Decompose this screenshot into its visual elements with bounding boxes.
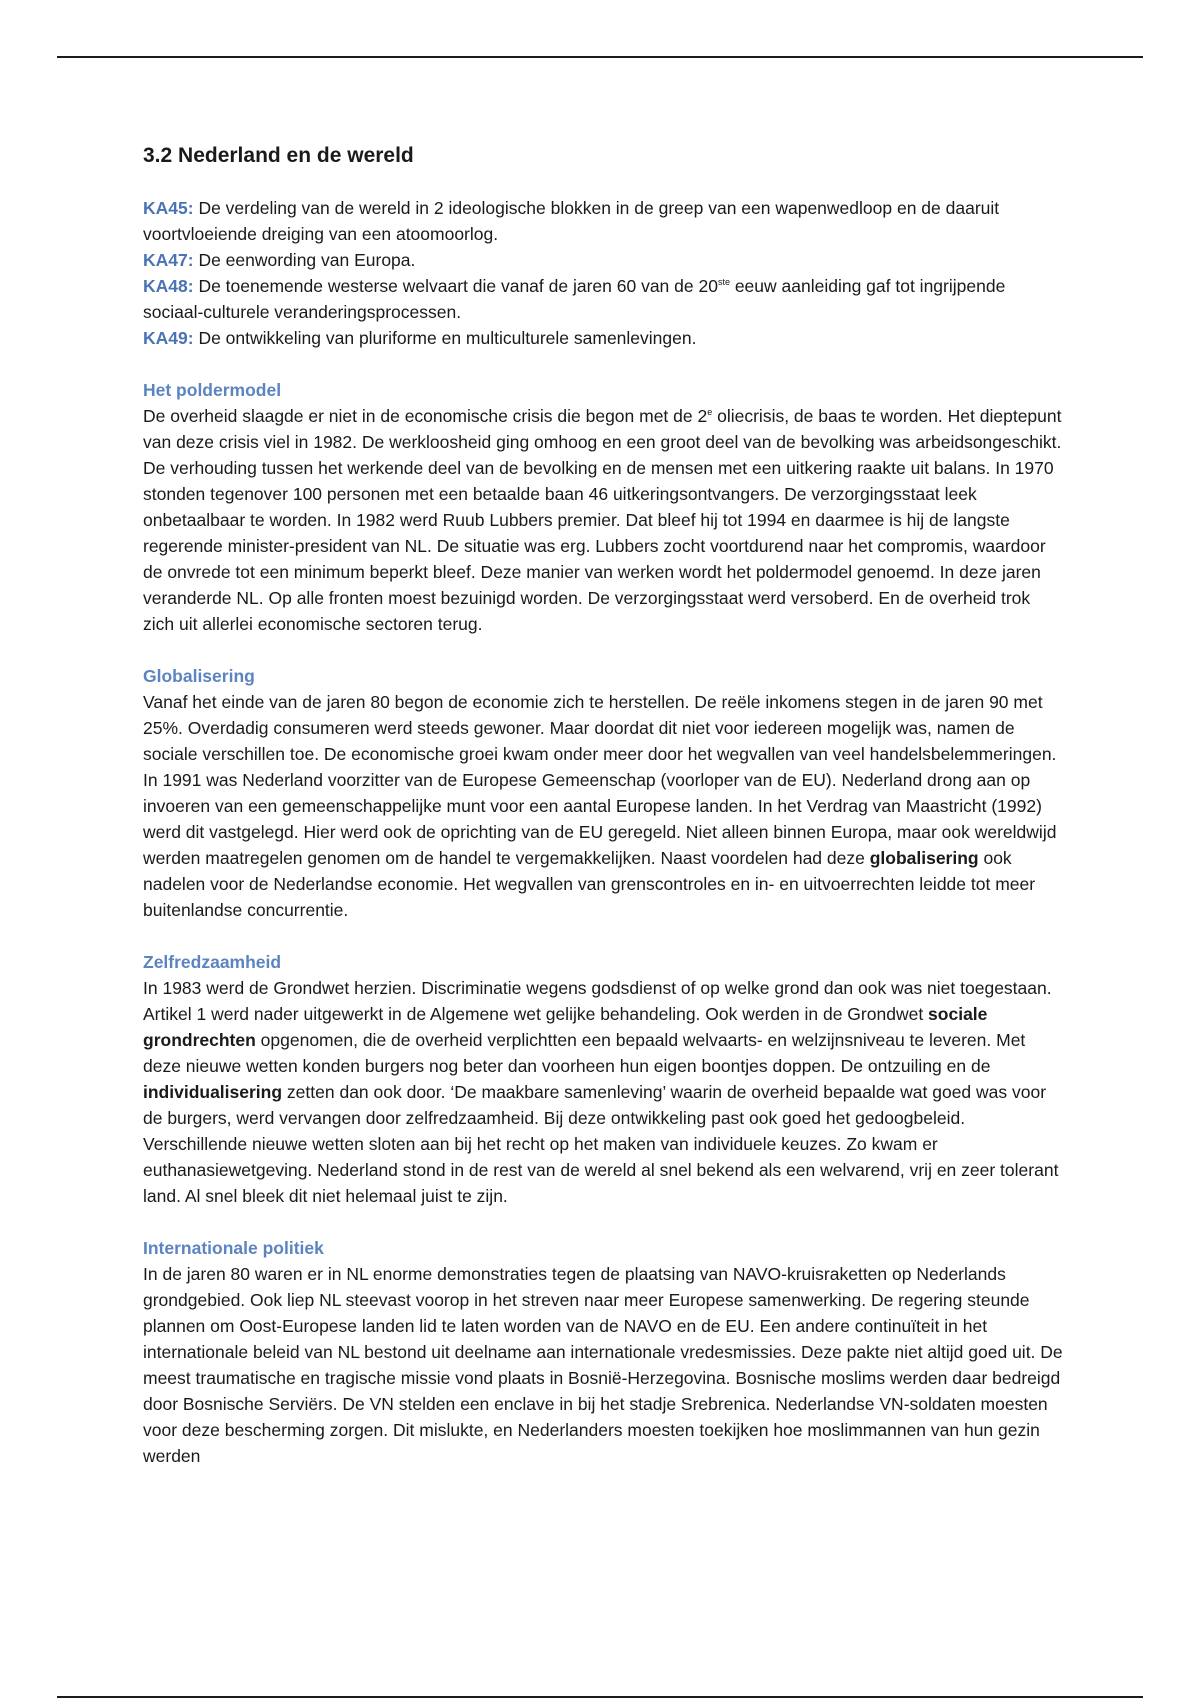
ka-item <box>143 325 1063 351</box>
ka-text: De ontwikkeling van pluriforme en multiculturele samenlevingen. <box>193 328 697 348</box>
bold-term: globalisering <box>869 848 979 868</box>
ka-list <box>143 195 1063 351</box>
top-rule <box>57 56 1143 58</box>
paragraph-text: zetten dan ook door. ‘De maakbare samenleving’ waarin de overheid bepaalde wat goed was voor de burgers, werd vervangen door zelfredzaamheid. Bij deze ontwikkeling past ook goed het gedoogbeleid. Verschillende nieuwe wetten sloten aan bij het recht op het maken van individuele keuzes. Zo kwam er euthanasiewetgeving. Nederland stond in de rest van de wereld al snel bekend als een welvarend, vrij en zeer tolerant land. Al snel bleek dit niet helemaal juist te zijn. <box>143 1082 1059 1206</box>
section-paragraph <box>143 975 1063 1209</box>
paragraph-text: opgenomen, die de overheid verplichtten een bepaald welvaarts- en welzijnsniveau te leveren. Met deze nieuwe wetten konden burgers nog beter dan voorheen hun eigen boontjes doppen. De ontzuiling en de <box>143 1030 1026 1076</box>
section-globalisering <box>143 663 1063 923</box>
section-poldermodel <box>143 377 1063 637</box>
paragraph-text: In 1983 werd de Grondwet herzien. Discriminatie wegens godsdienst of op welke grond dan ook was niet toegestaan. Artikel 1 werd nader uitgewerkt in de Algemene wet gelijke behandeling. Ook werden in de Grondwet <box>143 978 1052 1024</box>
section-paragraph <box>143 403 1063 637</box>
ka-text: De verdeling van de wereld in 2 ideologische blokken in de greep van een wapenwedloop en de daaruit voortvloeiende dreiging van een atoomoorlog. <box>143 198 1000 244</box>
section-internationale-politiek <box>143 1235 1063 1469</box>
section-heading: Zelfredzaamheid <box>143 952 282 972</box>
superscript: e <box>707 407 713 418</box>
paragraph-text: oliecrisis, de baas te worden. Het dieptepunt van deze crisis viel in 1982. De werkloosheid ging omhoog en een groot deel van de bevolking was arbeidsongeschikt. De verhouding tussen het werkende deel van de bevolking en de mensen met een uitkering raakte uit balans. In 1970 stonden tegenover 100 personen met een betaalde baan 46 uitkeringsontvangers. De verzorgingsstaat leek onbetaalbaar te worden. In 1982 werd Ruub Lubbers premier. Dat bleef hij tot 1994 en daarmee is hij de langste regerende minister-president van NL. De situatie was erg. Lubbers zocht voortdurend naar het compromis, waardoor de onvrede tot een minimum beperkt bleef. Deze manier van werken wordt het poldermodel genoemd. In deze jaren veranderde NL. Op alle fronten moest bezuinigd worden. De verzorgingsstaat werd versoberd. En de overheid trok zich uit allerlei economische sectoren terug. <box>143 406 1062 634</box>
ka-item <box>143 273 1063 325</box>
paragraph-text: Vanaf het einde van de jaren 80 begon de economie zich te herstellen. De reële inkomens stegen in de jaren 90 met 25%. Overdadig consumeren werd steeds gewoner. Maar doordat dit niet voor iedereen mogelijk was, namen de sociale verschillen toe. De economische groei kwam onder meer door het wegvallen van veel handelsbelemmeringen. In 1991 was Nederland voorzitter van de Europese Gemeenschap (voorloper van de EU). Nederland drong aan op invoeren van een gemeenschappelijke munt voor een aantal Europese landen. In het Verdrag van Maastricht (1992) werd dit vastgelegd. Hier werd ook de oprichting van de EU geregeld. Niet alleen binnen Europa, maar ook wereldwijd werden maatregelen genomen om de handel te vergemakkelijken. Naast voordelen had deze <box>143 692 1057 868</box>
section-heading: Globalisering <box>143 666 255 686</box>
ka-item <box>143 195 1063 247</box>
bold-term: sociale grondrechten <box>143 1004 988 1050</box>
ka-superscript: ste <box>717 277 730 288</box>
document-body <box>143 141 1063 1469</box>
ka-code: KA47: <box>143 250 194 270</box>
section-zelfredzaamheid <box>143 949 1063 1209</box>
bold-term: individualisering <box>143 1082 283 1102</box>
ka-code: KA48: <box>143 276 194 296</box>
section-heading: Internationale politiek <box>143 1238 324 1258</box>
page-title: 3.2 Nederland en de wereld <box>143 144 414 167</box>
section-heading: Het poldermodel <box>143 380 282 400</box>
paragraph-text: ook nadelen voor de Nederlandse economie. Het wegvallen van grenscontroles en in- en uitvoerrechten leidde tot meer buitenlandse concurrentie. <box>143 848 1036 920</box>
ka-item <box>143 247 1063 273</box>
ka-text: De eenwording van Europa. <box>193 250 416 270</box>
paragraph-text: De overheid slaagde er niet in de economische crisis die begon met de 2 <box>143 406 708 426</box>
bottom-rule <box>57 1696 1143 1698</box>
ka-text: eeuw aanleiding gaf tot ingrijpende sociaal-culturele veranderingsprocessen. <box>143 276 1006 322</box>
ka-text: De toenemende westerse welvaart die vanaf de jaren 60 van de 20 <box>193 276 718 296</box>
section-paragraph <box>143 689 1063 923</box>
ka-code: KA45: <box>143 198 194 218</box>
section-paragraph: In de jaren 80 waren er in NL enorme demonstraties tegen de plaatsing van NAVO-kruisraketten op Nederlands grondgebied. Ook liep NL steevast voorop in het streven naar meer Europese samenwerking. De regering steunde plannen om Oost-Europese landen lid te laten worden van de NAVO en de EU. Een andere continuïteit in het internationale beleid van NL bestond uit deelname aan internationale vredesmissies. Deze pakte niet altijd goed uit. De meest traumatische en tragische missie vond plaats in Bosnië-Herzegovina. Bosnische moslims werden daar bedreigd door Bosnische Serviërs. De VN stelden een enclave in bij het stadje Srebrenica. Nederlandse VN-soldaten moesten voor deze bescherming zorgen. Dit mislukte, en Nederlanders moesten toekijken hoe moslimmannen van hun gezin werden <box>143 1264 1063 1466</box>
ka-code: KA49: <box>143 328 194 348</box>
